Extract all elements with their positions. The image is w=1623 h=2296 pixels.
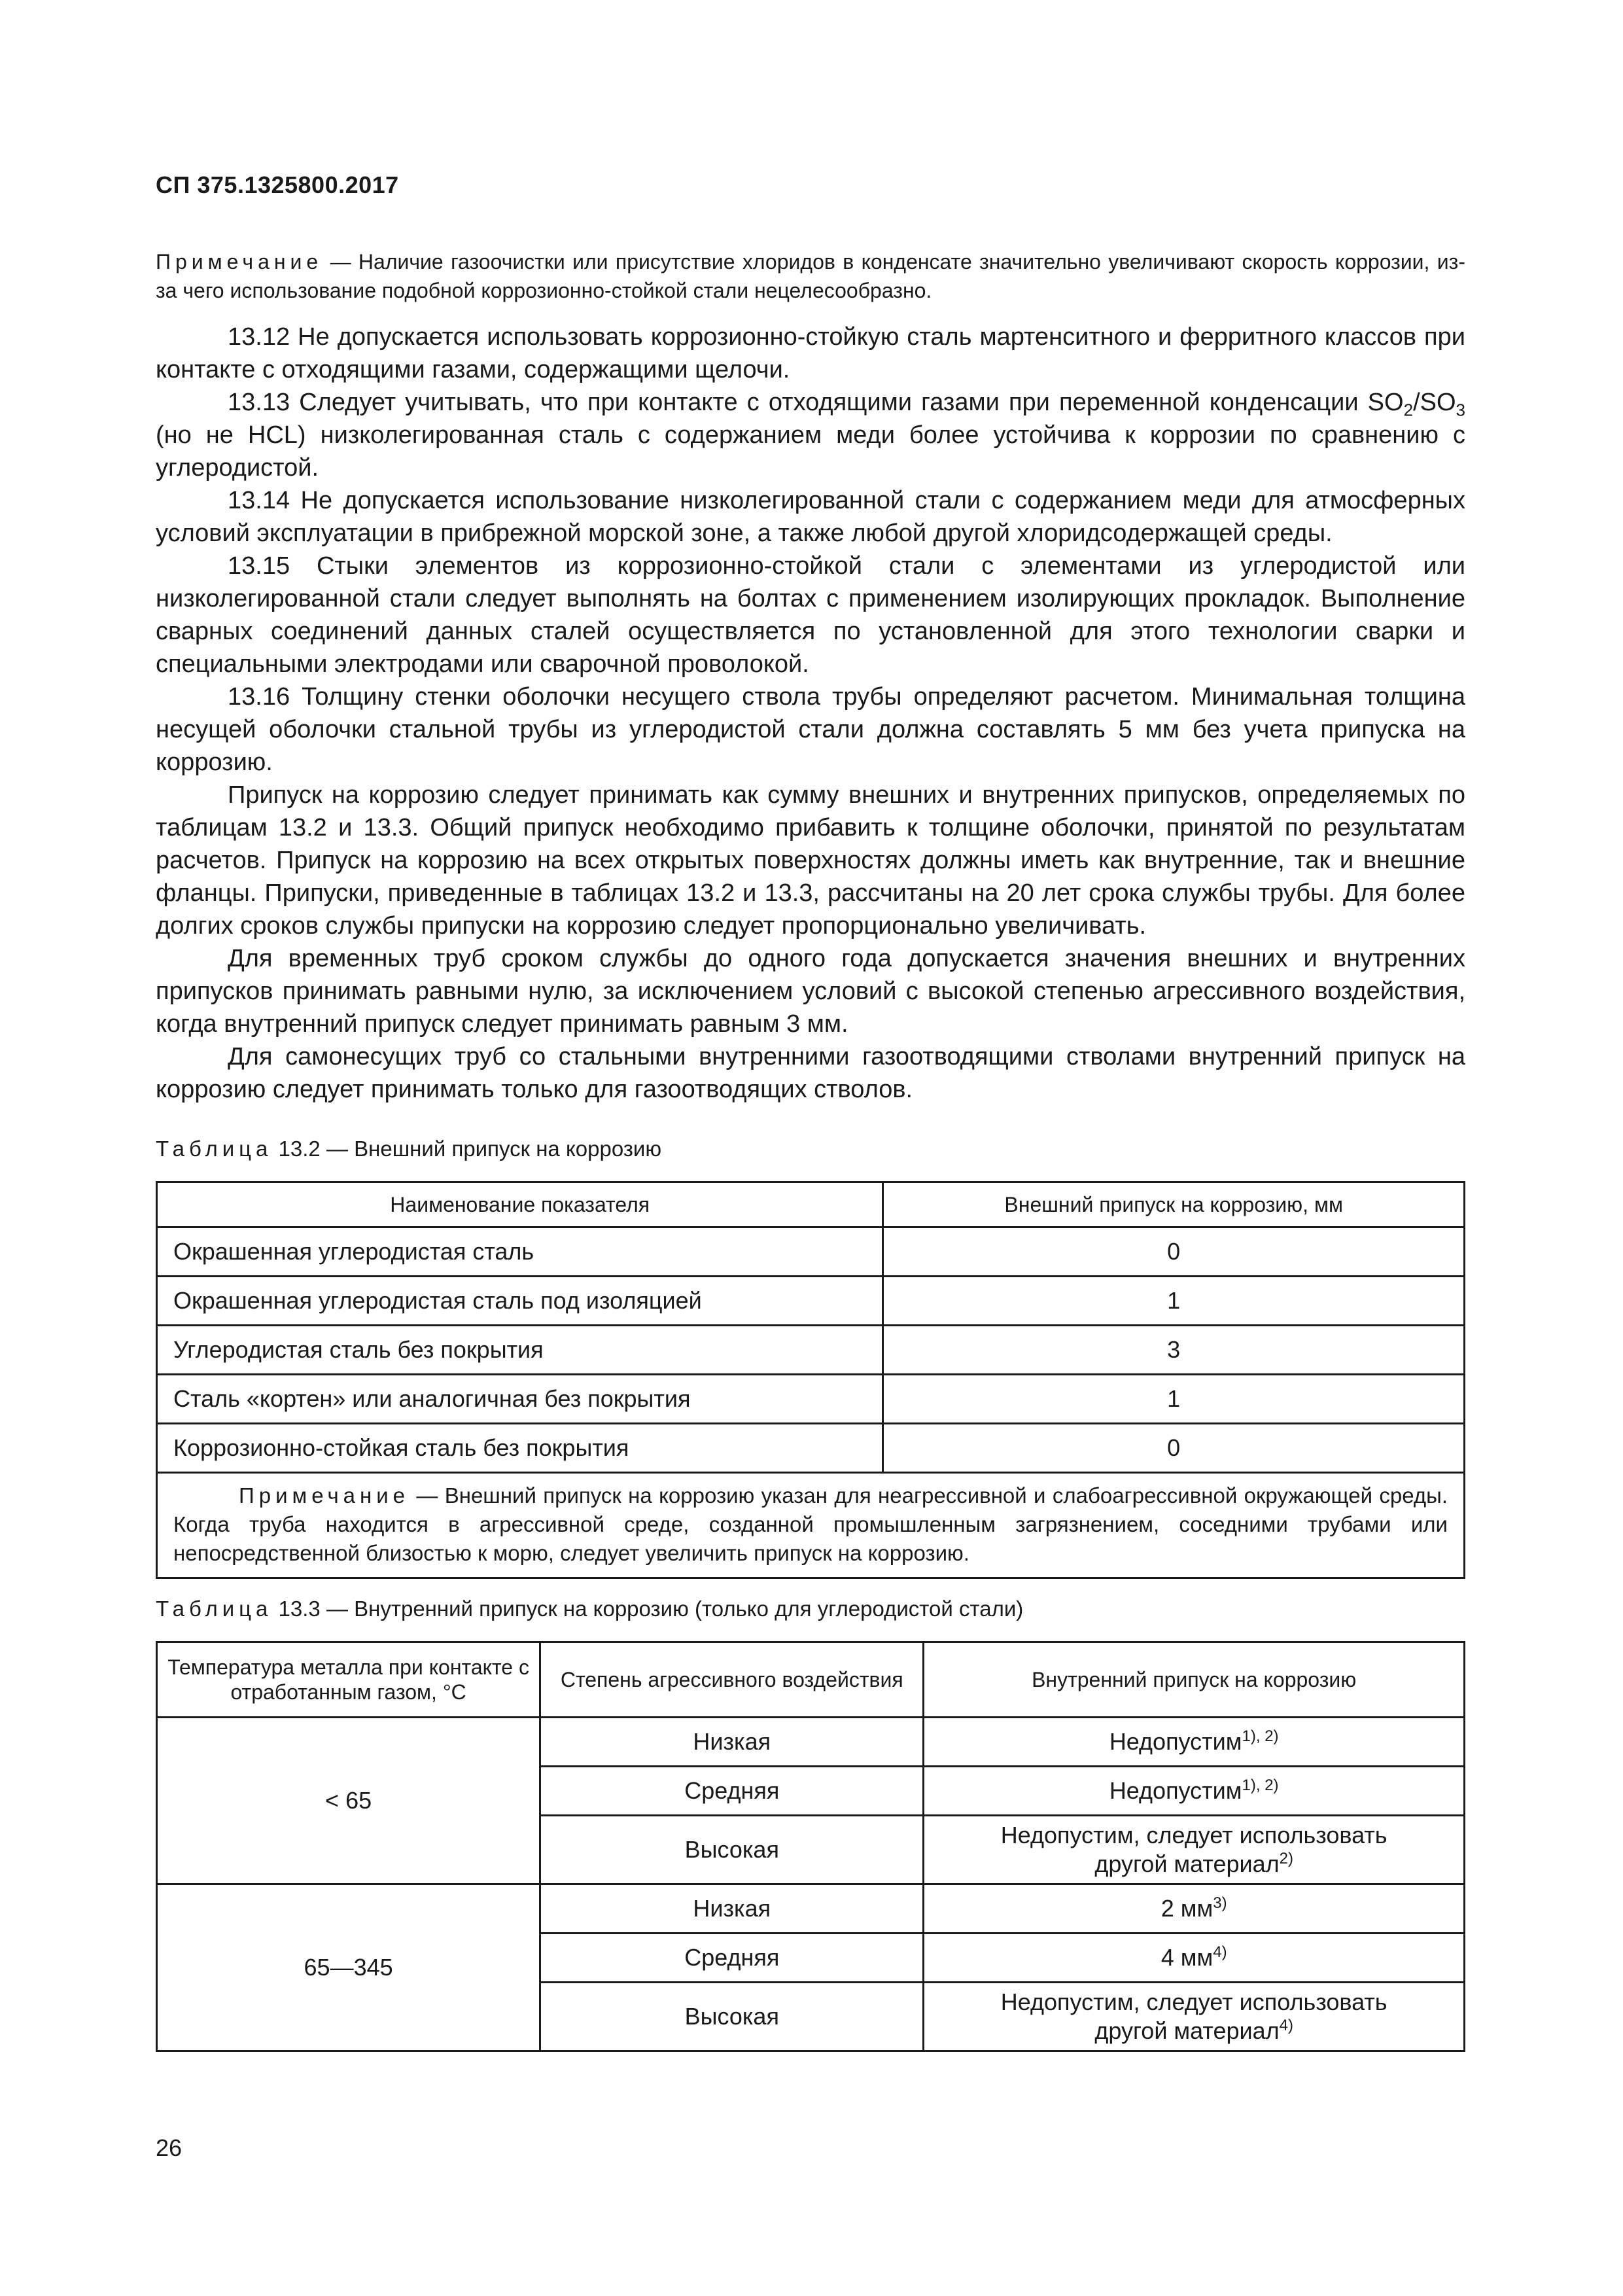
- table-row: [157, 1277, 1465, 1326]
- allowance-text: 4 мм: [1161, 1944, 1213, 1971]
- paragraph-13-16: 13.16 Толщину стенки оболочки несущего ствола трубы определяют расчетом. Минимальная толщина несущей оболочки стальной трубы из углеродистой стали должна составлять 5 мм без учета припуска на коррозию.: [156, 683, 1465, 776]
- degree-cell: Высокая: [540, 1816, 924, 1884]
- table-cell: 1: [883, 1375, 1465, 1424]
- table-note: [157, 1473, 1465, 1578]
- caption-text: 13.3 — Внутренний припуск на коррозию (только для углеродистой стали): [272, 1597, 1024, 1621]
- column-header: Внешний припуск на коррозию, мм: [883, 1182, 1465, 1227]
- footnote-ref: 1), 2): [1242, 1727, 1279, 1745]
- table-row: [157, 1884, 1465, 1934]
- allowance-cell: [924, 1767, 1465, 1816]
- allowance-cell: [924, 1983, 1465, 2051]
- subscript: 3: [1456, 400, 1465, 420]
- allowance-text: другой материал: [1094, 1850, 1280, 1877]
- allowance-text: Недопустим: [1109, 1728, 1242, 1755]
- table-cell: Коррозионно-стойкая сталь без покрытия: [157, 1424, 883, 1473]
- allowance-cell: [924, 1884, 1465, 1934]
- subscript: 2: [1403, 400, 1414, 420]
- allowance-cell: [924, 1718, 1465, 1767]
- table-row: [157, 1718, 1465, 1767]
- note-label: Примечание: [156, 250, 323, 274]
- allowance-text: Недопустим, следует использовать: [1000, 1822, 1387, 1848]
- paragraph-13-14: 13.14 Не допускается использование низколегированной стали с содержанием меди для атмосферных условий эксплуатации в прибрежной морской зоне, а также любой другой хлоридсодержащей среды.: [156, 487, 1465, 547]
- table-13-3-caption: [156, 1597, 1023, 1621]
- top-note: [156, 247, 1465, 305]
- footnote-ref: 4): [1213, 1943, 1227, 1961]
- footnote-ref: 1), 2): [1242, 1776, 1279, 1794]
- degree-cell: Низкая: [540, 1718, 924, 1767]
- allowance-cell: [924, 1934, 1465, 1983]
- caption-label: Таблица: [156, 1137, 273, 1161]
- allowance-text: Недопустим: [1109, 1777, 1242, 1804]
- table-row: [157, 1375, 1465, 1424]
- note-label: Примечание: [239, 1483, 410, 1508]
- table-13-2-caption: [156, 1137, 661, 1161]
- caption-text: 13.2 — Внешний припуск на коррозию: [272, 1137, 662, 1161]
- allowance-text: 2 мм: [1161, 1895, 1213, 1922]
- column-header: Внутренний припуск на коррозию: [924, 1642, 1465, 1718]
- allowance-text: Недопустим, следует использовать: [1000, 1988, 1387, 2015]
- table-13-3: [156, 1641, 1465, 2052]
- paragraph-13-12: 13.12 Не допускается использовать коррозионно-стойкую сталь мартенситного и ферритного классов при контакте с отходящими газами, содержащими щелочи.: [156, 323, 1465, 383]
- caption-label: Таблица: [156, 1597, 273, 1621]
- table-cell: Окрашенная углеродистая сталь: [157, 1227, 883, 1277]
- column-header: Степень агрессивного воздействия: [540, 1642, 924, 1718]
- table-cell: Углеродистая сталь без покрытия: [157, 1326, 883, 1375]
- table-cell: Сталь «кортен» или аналогичная без покрытия: [157, 1375, 883, 1424]
- paragraph-13-13: [156, 386, 1465, 484]
- page-number: 26: [156, 2134, 183, 2161]
- note-text: — Наличие газоочистки или присутствие хлоридов в конденсате значительно увеличивают скорость коррозии, из-за чего использование подобной коррозионно-стойкой стали нецелесообразно.: [156, 250, 1465, 302]
- body-text: [156, 321, 1465, 1106]
- footnote-ref: 2): [1279, 1850, 1294, 1867]
- paragraph-text: (но не HCL) низколегированная сталь с содержанием меди более устойчива к коррозии по сравнению с углеродистой.: [156, 421, 1465, 482]
- table-row: [157, 1326, 1465, 1375]
- column-header: Наименование показателя: [157, 1182, 883, 1227]
- allowance-cell: [924, 1816, 1465, 1884]
- paragraph-allowance: Припуск на коррозию следует принимать как сумму внешних и внутренних припусков, определяемых по таблицам 13.2 и 13.3. Общий припуск необходимо прибавить к толщине оболочки, принятой по результатам расчетов. Припуск на коррозию на всех открытых поверхностях должны иметь как внутренние, так и внешние фланцы. Припуски, приведенные в таблицах 13.2 и 13.3, рассчитаны на 20 лет срока службы трубы. Для более долгих сроков службы припуски на коррозию следует пропорционально увеличивать.: [156, 781, 1465, 940]
- table-cell: 0: [883, 1227, 1465, 1277]
- table-cell: 3: [883, 1326, 1465, 1375]
- table-cell: 0: [883, 1424, 1465, 1473]
- degree-cell: Средняя: [540, 1934, 924, 1983]
- table-note-row: [157, 1473, 1465, 1578]
- degree-cell: Низкая: [540, 1884, 924, 1934]
- allowance-text: другой материал: [1094, 2017, 1280, 2044]
- paragraph-self-supporting: Для самонесущих труб со стальными внутренними газоотводящими стволами внутренний припуск на коррозию следует принимать только для газоотводящих стволов.: [156, 1043, 1465, 1103]
- table-cell: Окрашенная углеродистая сталь под изоляцией: [157, 1277, 883, 1326]
- document-code: СП 375.1325800.2017: [156, 171, 399, 198]
- paragraph-temporary: Для временных труб сроком службы до одного года допускается значения внешних и внутренних припусков принимать равными нулю, за исключением условий с высокой степенью агрессивного воздействия, когда внутренний припуск следует принимать равным 3 мм.: [156, 945, 1465, 1038]
- paragraph-text: /SO: [1413, 389, 1456, 416]
- footnote-ref: 3): [1213, 1894, 1227, 1912]
- temperature-cell: < 65: [157, 1718, 540, 1884]
- table-header-row: [157, 1182, 1465, 1227]
- degree-cell: Высокая: [540, 1983, 924, 2051]
- temperature-cell: 65—345: [157, 1884, 540, 2051]
- table-row: [157, 1227, 1465, 1277]
- table-cell: 1: [883, 1277, 1465, 1326]
- paragraph-13-15: 13.15 Стыки элементов из коррозионно-стойкой стали с элементами из углеродистой или низколегированной стали следует выполнять на болтах с применением изолирующих прокладок. Выполнение сварных соединений данных сталей осуществляется по установленной для этого технологии сварки и специальными электродами или сварочной проволокой.: [156, 552, 1465, 678]
- footnote-ref: 4): [1279, 2017, 1294, 2034]
- table-row: [157, 1424, 1465, 1473]
- note-text: — Внешний припуск на коррозию указан для неагрессивной и слабоагрессивной окружающей среды. Когда труба находится в агрессивной среде, созданной промышленным загрязнением, соседними трубами или непосредственной близостью к морю, следует увеличить припуск на коррозию.: [173, 1483, 1448, 1565]
- table-13-2: [156, 1181, 1465, 1579]
- column-header: Температура металла при контакте с отработанным газом, °С: [157, 1642, 540, 1718]
- degree-cell: Средняя: [540, 1767, 924, 1816]
- table-header-row: [157, 1642, 1465, 1718]
- paragraph-text: 13.13 Следует учитывать, что при контакте с отходящими газами при переменной конденсации SO: [228, 389, 1404, 416]
